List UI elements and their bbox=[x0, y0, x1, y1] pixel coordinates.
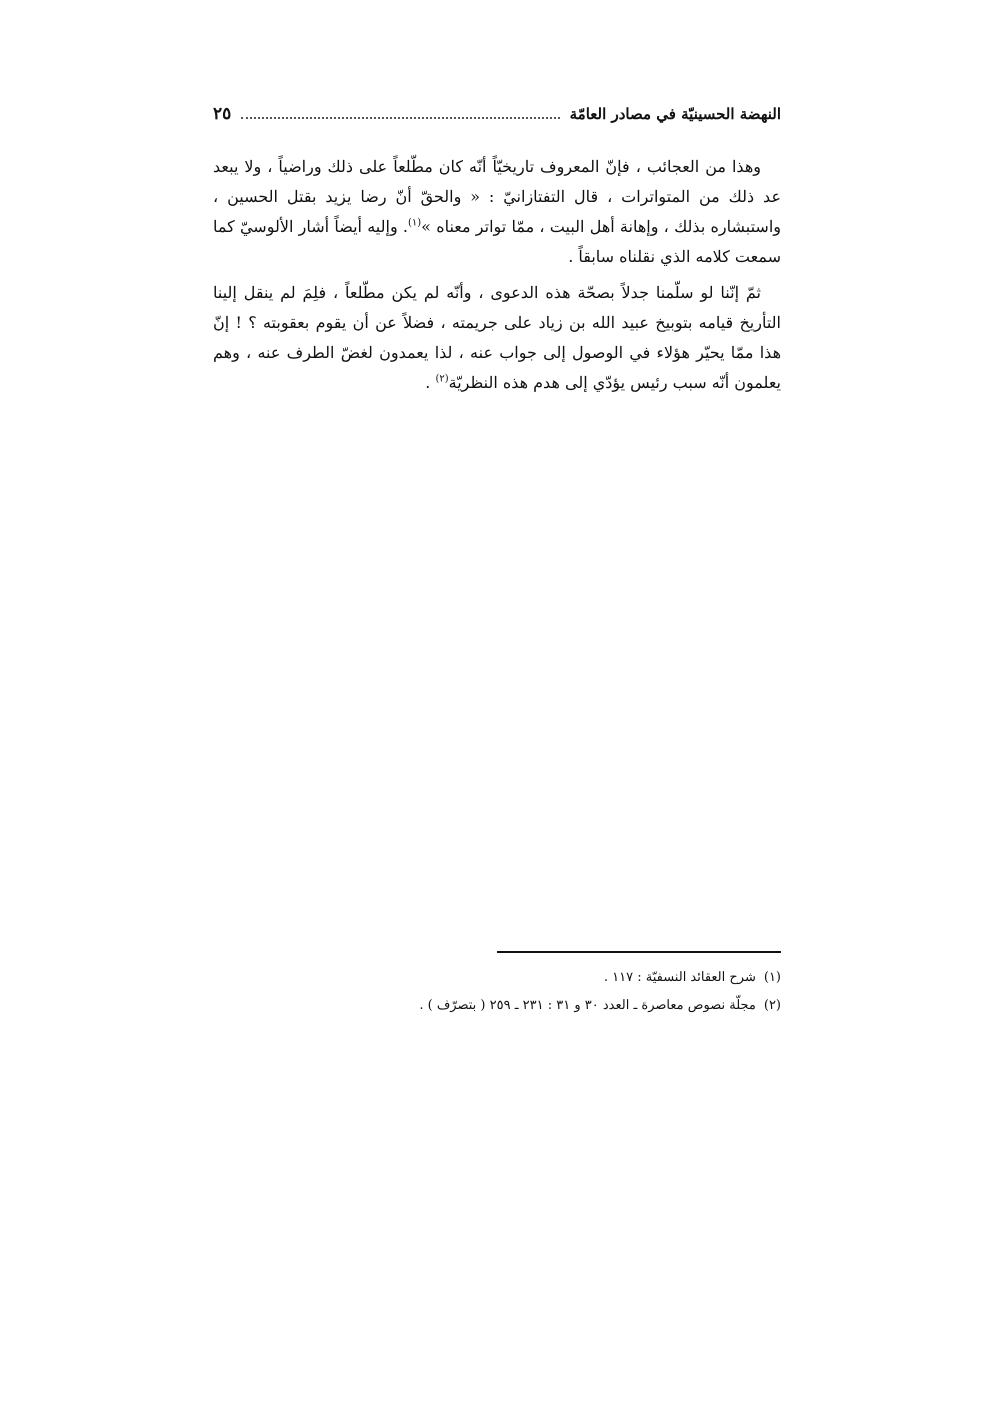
footnote-separator bbox=[497, 951, 781, 953]
footnote-1-text: شرح العقائد النسفيّة : ١١٧ . bbox=[603, 970, 756, 985]
paragraph-2 bbox=[213, 278, 781, 398]
footnote-1 bbox=[213, 964, 781, 992]
page-header bbox=[213, 98, 781, 130]
footnote-2-number: (٢) bbox=[763, 998, 781, 1013]
footnote-2-text: مجلّة نصوص معاصرة ـ العدد ٣٠ و ٣١ : ٢٣١ ـ ٢٥٩ ( بتصرّف ) . bbox=[419, 998, 756, 1013]
page-number: ٢٥ bbox=[213, 104, 232, 124]
main-text bbox=[213, 152, 781, 404]
footnote-ref-2[interactable]: (٢) bbox=[435, 373, 449, 385]
footnote-2 bbox=[213, 992, 781, 1020]
dotted-leader bbox=[241, 117, 559, 119]
paragraph-2-text-b: . bbox=[425, 373, 436, 392]
footnote-ref-1[interactable]: (١) bbox=[407, 217, 422, 229]
footnote-1-number: (١) bbox=[763, 970, 781, 985]
paragraph-1-text-b: . وإليه أيضاً أشار الألوسيّ كما سمعت كلامه الذي نقلناه سابقاً . bbox=[213, 217, 781, 266]
paragraph-1-text-a: وهذا من العجائب ، فإنّ المعروف تاريخيّاً أنّه كان مطّلعاً على ذلك وراضياً ، ولا يبعد عد ذلك من المتواترات ، قال التفتازانيّ : « والحقّ أنّ رضا يزيد بقتل الحسين ، واستبشاره بذلك ، وإهانة أهل البيت ، ممّا تواتر معناه » bbox=[213, 157, 781, 236]
paragraph-1 bbox=[213, 152, 781, 272]
running-title: النهضة الحسينيّة في مصادر العامّة bbox=[569, 105, 781, 123]
paragraph-2-text-a: ثمّ إنّنا لو سلّمنا جدلاً بصحّة هذه الدعوى ، وأنّه لم يكن مطّلعاً ، فلِمَ لم ينقل إلينا التأريخ قيامه بتوبيخ عبيد الله بن زياد على جريمته ، فضلاً عن أن يقوم بعقوبته ؟ ! إنّ هذا ممّا يحيّر هؤلاء في الوصول إلى جواب عنه ، لذا يعمدون لغضّ الطرف عنه ، وهم يعلمون أنّه سبب رئيس يؤدّي إلى هدم هذه النظريّة bbox=[213, 283, 781, 392]
footnotes bbox=[213, 964, 781, 1020]
